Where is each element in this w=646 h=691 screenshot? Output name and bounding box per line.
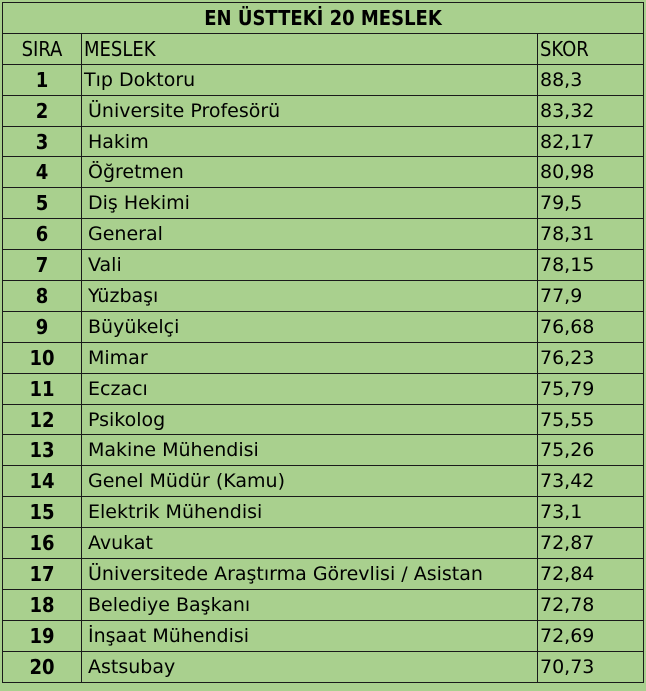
occupation-cell[interactable]: Üniversite Profesörü <box>82 95 538 126</box>
rank-cell[interactable]: 16 <box>3 528 82 559</box>
rank-cell[interactable]: 10 <box>3 342 82 373</box>
rank-cell[interactable]: 12 <box>3 404 82 435</box>
score-cell[interactable]: 83,32 <box>538 95 644 126</box>
occupation-cell[interactable]: Hakim <box>82 126 538 157</box>
occupation-cell[interactable]: Genel Müdür (Kamu) <box>82 466 538 497</box>
score-cell[interactable]: 79,5 <box>538 188 644 219</box>
rank-cell[interactable]: 20 <box>3 651 82 682</box>
score-cell[interactable]: 73,42 <box>538 466 644 497</box>
table-row <box>3 373 644 404</box>
table-row <box>3 281 644 312</box>
table-row <box>3 188 644 219</box>
score-cell[interactable]: 76,23 <box>538 342 644 373</box>
occupation-cell[interactable]: Avukat <box>82 528 538 559</box>
header-rank[interactable]: SIRA <box>3 33 82 64</box>
rank-cell[interactable]: 15 <box>3 497 82 528</box>
occupation-cell[interactable]: General <box>82 219 538 250</box>
rank-cell[interactable]: 2 <box>3 95 82 126</box>
occupation-cell[interactable]: Diş Hekimi <box>82 188 538 219</box>
occupation-cell[interactable]: Psikolog <box>82 404 538 435</box>
header-occupation[interactable]: MESLEK <box>82 33 538 64</box>
rank-cell[interactable]: 8 <box>3 281 82 312</box>
score-cell[interactable]: 73,1 <box>538 497 644 528</box>
table-row <box>3 342 644 373</box>
occupation-cell[interactable]: Mimar <box>82 342 538 373</box>
header-score[interactable]: SKOR <box>538 33 644 64</box>
rank-cell[interactable]: 6 <box>3 219 82 250</box>
score-cell[interactable]: 72,84 <box>538 559 644 590</box>
occupation-cell[interactable]: İnşaat Mühendisi <box>82 620 538 651</box>
occupation-cell[interactable]: Öğretmen <box>82 157 538 188</box>
score-cell[interactable]: 70,73 <box>538 651 644 682</box>
table-row <box>3 497 644 528</box>
rank-cell[interactable]: 11 <box>3 373 82 404</box>
rank-cell[interactable]: 19 <box>3 620 82 651</box>
score-cell[interactable]: 75,79 <box>538 373 644 404</box>
rank-cell[interactable]: 18 <box>3 589 82 620</box>
table-row <box>3 559 644 590</box>
occupation-cell[interactable]: Üniversitede Araştırma Görevlisi / Asistan <box>82 559 538 590</box>
score-cell[interactable]: 72,78 <box>538 589 644 620</box>
table-row <box>3 589 644 620</box>
rank-cell[interactable]: 7 <box>3 250 82 281</box>
score-cell[interactable]: 80,98 <box>538 157 644 188</box>
occupation-cell[interactable]: Yüzbaşı <box>82 281 538 312</box>
score-cell[interactable]: 82,17 <box>538 126 644 157</box>
table-row <box>3 95 644 126</box>
occupation-cell[interactable]: Vali <box>82 250 538 281</box>
score-cell[interactable]: 76,68 <box>538 311 644 342</box>
score-cell[interactable]: 78,31 <box>538 219 644 250</box>
title-row <box>3 3 644 34</box>
occupation-cell[interactable]: Tıp Doktoru <box>82 64 538 95</box>
table-row <box>3 466 644 497</box>
score-cell[interactable]: 77,9 <box>538 281 644 312</box>
rank-cell[interactable]: 1 <box>3 64 82 95</box>
score-cell[interactable]: 75,55 <box>538 404 644 435</box>
rank-cell[interactable]: 17 <box>3 559 82 590</box>
table-title[interactable]: EN ÜSTTEKİ 20 MESLEK <box>3 3 644 34</box>
score-cell[interactable]: 88,3 <box>538 64 644 95</box>
table-row <box>3 651 644 682</box>
occupation-cell[interactable]: Makine Mühendisi <box>82 435 538 466</box>
occupation-cell[interactable]: Eczacı <box>82 373 538 404</box>
table-row <box>3 219 644 250</box>
table-row <box>3 404 644 435</box>
occupation-cell[interactable]: Astsubay <box>82 651 538 682</box>
occupation-cell[interactable]: Büyükelçi <box>82 311 538 342</box>
table-row <box>3 64 644 95</box>
table-row <box>3 250 644 281</box>
rank-cell[interactable]: 3 <box>3 126 82 157</box>
rank-cell[interactable]: 4 <box>3 157 82 188</box>
rank-cell[interactable]: 13 <box>3 435 82 466</box>
score-cell[interactable]: 75,26 <box>538 435 644 466</box>
rank-cell[interactable]: 14 <box>3 466 82 497</box>
table-row <box>3 528 644 559</box>
score-cell[interactable]: 72,87 <box>538 528 644 559</box>
rank-cell[interactable]: 9 <box>3 311 82 342</box>
occupation-cell[interactable]: Belediye Başkanı <box>82 589 538 620</box>
table-row <box>3 311 644 342</box>
score-cell[interactable]: 72,69 <box>538 620 644 651</box>
occupation-ranking-table <box>2 2 644 683</box>
rank-cell[interactable]: 5 <box>3 188 82 219</box>
header-row <box>3 33 644 64</box>
table-row <box>3 126 644 157</box>
table-row <box>3 620 644 651</box>
table-row <box>3 435 644 466</box>
score-cell[interactable]: 78,15 <box>538 250 644 281</box>
occupation-cell[interactable]: Elektrik Mühendisi <box>82 497 538 528</box>
table-row <box>3 157 644 188</box>
